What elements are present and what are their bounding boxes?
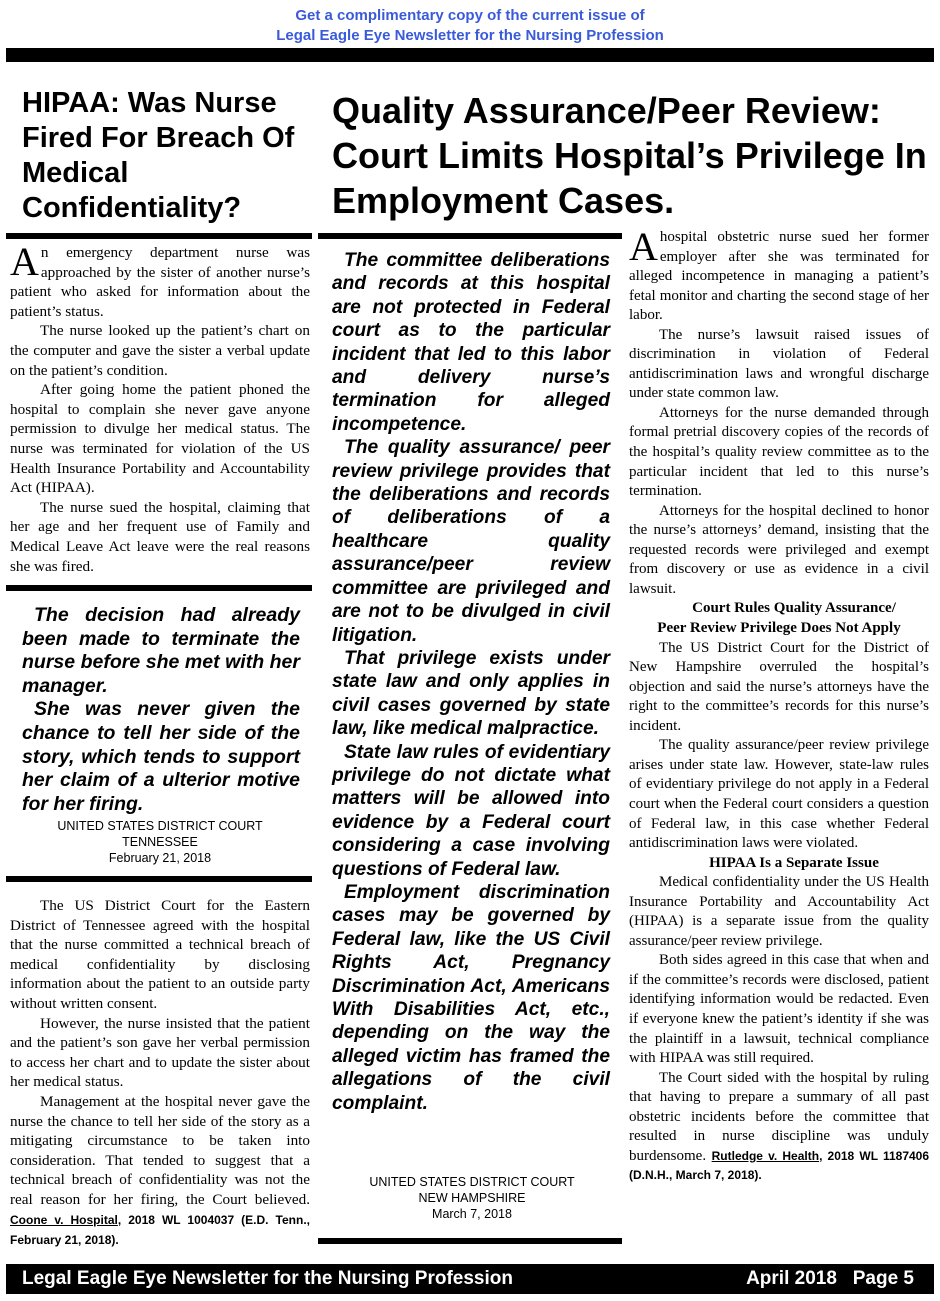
footer-newsletter-title: Legal Eagle Eye Newsletter for the Nursing Profession xyxy=(22,1268,513,1289)
page-footer xyxy=(6,1264,934,1294)
paragraph: The nurse looked up the patient’s chart on the computer and gave the sister a verbal update on the patient’s condition. xyxy=(10,322,310,379)
case-citation: Rutledge v. Health, 2018 WL 1187406 (D.N.H., March 7, 2018). xyxy=(629,1148,930,1183)
column-rule-bottom xyxy=(318,1238,622,1244)
promo-link-line2[interactable]: Legal Eagle Eye Newsletter for the Nursing Profession xyxy=(276,27,664,44)
left-article-body xyxy=(10,239,310,576)
paragraph: Ahospital obstetric nurse sued her former employer after she was terminated for alleged incompetence in managing a patient’s fetal monitor and charting the second stage of her labor. xyxy=(629,224,929,324)
paragraph: Medical confidentiality under the US Health Insurance Portability and Accountability Act (HIPAA) is a separate issue from the quality assurance/peer review privilege. xyxy=(629,874,929,949)
pullquote-paragraph: The committee deliberations and records at this hospital are not protected in Federal court as to the particular incident that led to this labor and delivery nurse’s termination for alleged incompetence. xyxy=(332,250,610,435)
paragraph: Attorneys for the nurse demanded through formal pretrial discovery copies of the records of the hospital’s quality review committee as to the particular incident that led to this nurse’s termination. xyxy=(629,404,929,500)
paragraph: Both sides agreed in this case that when and if the committee’s records were disclosed, patient identifying information would be redacted. Even if everyone knew the patient’s identity if she was the plaintiff in a lawsuit, technical compliance with HIPAA was still required. xyxy=(629,952,929,1067)
right-pullquote xyxy=(332,249,610,1115)
paragraph: The Court sided with the hospital by ruling that having to prepare a summary of all past obstetric incidents before the committee that resulted in nurse discipline was unduly burdensome. Rutledge v. Health, 2018 WL 1187406 (D.N.H., March 7, 2018). xyxy=(629,1069,930,1183)
footer-issue-page: April 2018 Page 5 xyxy=(746,1268,914,1289)
court-state: TENNESSEE xyxy=(122,835,198,849)
case-citation: Coone v. Hospital, 2018 WL 1004037 (E.D. Tenn., February 21, 2018). xyxy=(10,1212,310,1248)
right-article-body xyxy=(629,224,930,1186)
masthead-rule xyxy=(6,48,934,62)
court-name: UNITED STATES DISTRICT COURT xyxy=(369,1175,575,1189)
court-state: NEW HAMPSHIRE xyxy=(418,1191,526,1205)
paragraph: An emergency department nurse was approached by the sister of another nurse’s patient who asked for information about the patient’s status. xyxy=(10,239,310,320)
decision-date: February 21, 2018 xyxy=(108,851,212,865)
drop-cap: A xyxy=(10,239,39,284)
court-name: UNITED STATES DISTRICT COURT xyxy=(57,819,263,833)
left-court-attribution xyxy=(10,818,310,866)
paragraph: Attorneys for the hospital declined to honor the nurse’s attorneys’ demand, insisting that the requested records were privileged and exempt from discovery or use as evidence in a civil lawsuit. xyxy=(629,502,929,597)
paragraph: The US District Court for the Eastern District of Tennessee agreed with the hospital that the nurse committed a technical breach of medical confidentiality by disclosing information about the patient to an outside party without written consent. xyxy=(10,897,310,1012)
paragraph: After going home the patient phoned the hospital to complain she never gave anyone permission to divulge her medical status. The nurse was terminated for violation of the US Health Insurance Portability and Accountability Act (HIPAA). xyxy=(10,381,310,497)
pullquote-paragraph: She was never given the chance to tell her side of the story, which tends to support her claim of a ulterior motive for her firing. xyxy=(22,698,300,815)
pullquote-rule-top xyxy=(6,585,312,591)
pullquote-paragraph: That privilege exists under state law and only applies in civil cases governed by state law, like medical malpractice. xyxy=(332,647,610,740)
pullquote-rule-bottom xyxy=(6,876,312,882)
right-court-attribution xyxy=(322,1174,622,1222)
pullquote-paragraph: The quality assurance/ peer review privilege provides that the deliberations and records of deliberations of a healthcare quality assurance/peer review committee are privileged and are not to be divulged in civil litigation. xyxy=(332,437,610,646)
subhead: HIPAA Is a Separate Issue xyxy=(709,854,879,871)
promo-banner[interactable] xyxy=(0,6,940,46)
left-article-body-continued xyxy=(10,896,310,1251)
paragraph: Management at the hospital never gave the nurse the chance to tell her side of the story as a mitigating circumstance to be taken into consideration. That tended to suggest that a technical breach of confidentiality was not the real reason for her firing, the Court believed. Coone v. Hospital, 2018 WL 1004037 (E.D. Tenn., February 21, 2018). xyxy=(10,1092,310,1248)
right-article-headline: Quality Assurance/Peer Review: Court Limits Hospital’s Privilege In Employment Cases. xyxy=(332,90,927,221)
paragraph: The US District Court for the District of New Hampshire overruled the hospital’s objection and said the nurse’s attorneys have the right to the committee’s records for this nurse’s incident. xyxy=(629,639,929,734)
column-rule xyxy=(6,233,312,239)
left-article-headline: HIPAA: Was Nurse Fired For Breach Of Medical Confidentiality? xyxy=(22,87,295,224)
left-pullquote xyxy=(22,604,300,816)
pullquote-paragraph: The decision had already been made to terminate the nurse before she met with her manager. xyxy=(22,604,300,697)
pullquote-paragraph: Employment discrimination cases may be governed by Federal law, like the US Civil Rights Act, Pregnancy Discrimination Act, Americans With Disabilities Act, etc., depending on the way the alleged victim has framed the allegations of the civil complaint. xyxy=(332,881,610,1114)
pullquote-paragraph: State law rules of evidentiary privilege do not dictate what matters will be allowed into evidence by a Federal court considering a case involving questions of Federal law. xyxy=(332,741,610,880)
paragraph: The quality assurance/peer review privilege arises under state law. However, state-law rules of evidentiary privilege do not apply in a Federal court when the Federal court considers a question of Federal law, in this case whether Federal antidiscrimination laws were violated. xyxy=(629,737,929,852)
paragraph: The nurse sued the hospital, claiming that her age and her frequent use of Family and Medical Leave Act leave were the real reasons she was fired. xyxy=(10,498,310,575)
subhead: Court Rules Quality Assurance/ Peer Review Privilege Does Not Apply xyxy=(657,600,901,636)
paragraph: However, the nurse insisted that the patient and the patient’s son gave her verbal permission to access her chart and to update the sister about her medical status. xyxy=(10,1014,310,1091)
paragraph: The nurse’s lawsuit raised issues of discrimination in violation of Federal antidiscrimination laws and wrongful discharge under state common law. xyxy=(629,326,929,402)
decision-date: March 7, 2018 xyxy=(432,1207,512,1221)
promo-link-line1[interactable]: Get a complimentary copy of the current issue of xyxy=(295,7,645,24)
drop-cap: A xyxy=(629,224,658,269)
column-rule xyxy=(318,233,622,239)
